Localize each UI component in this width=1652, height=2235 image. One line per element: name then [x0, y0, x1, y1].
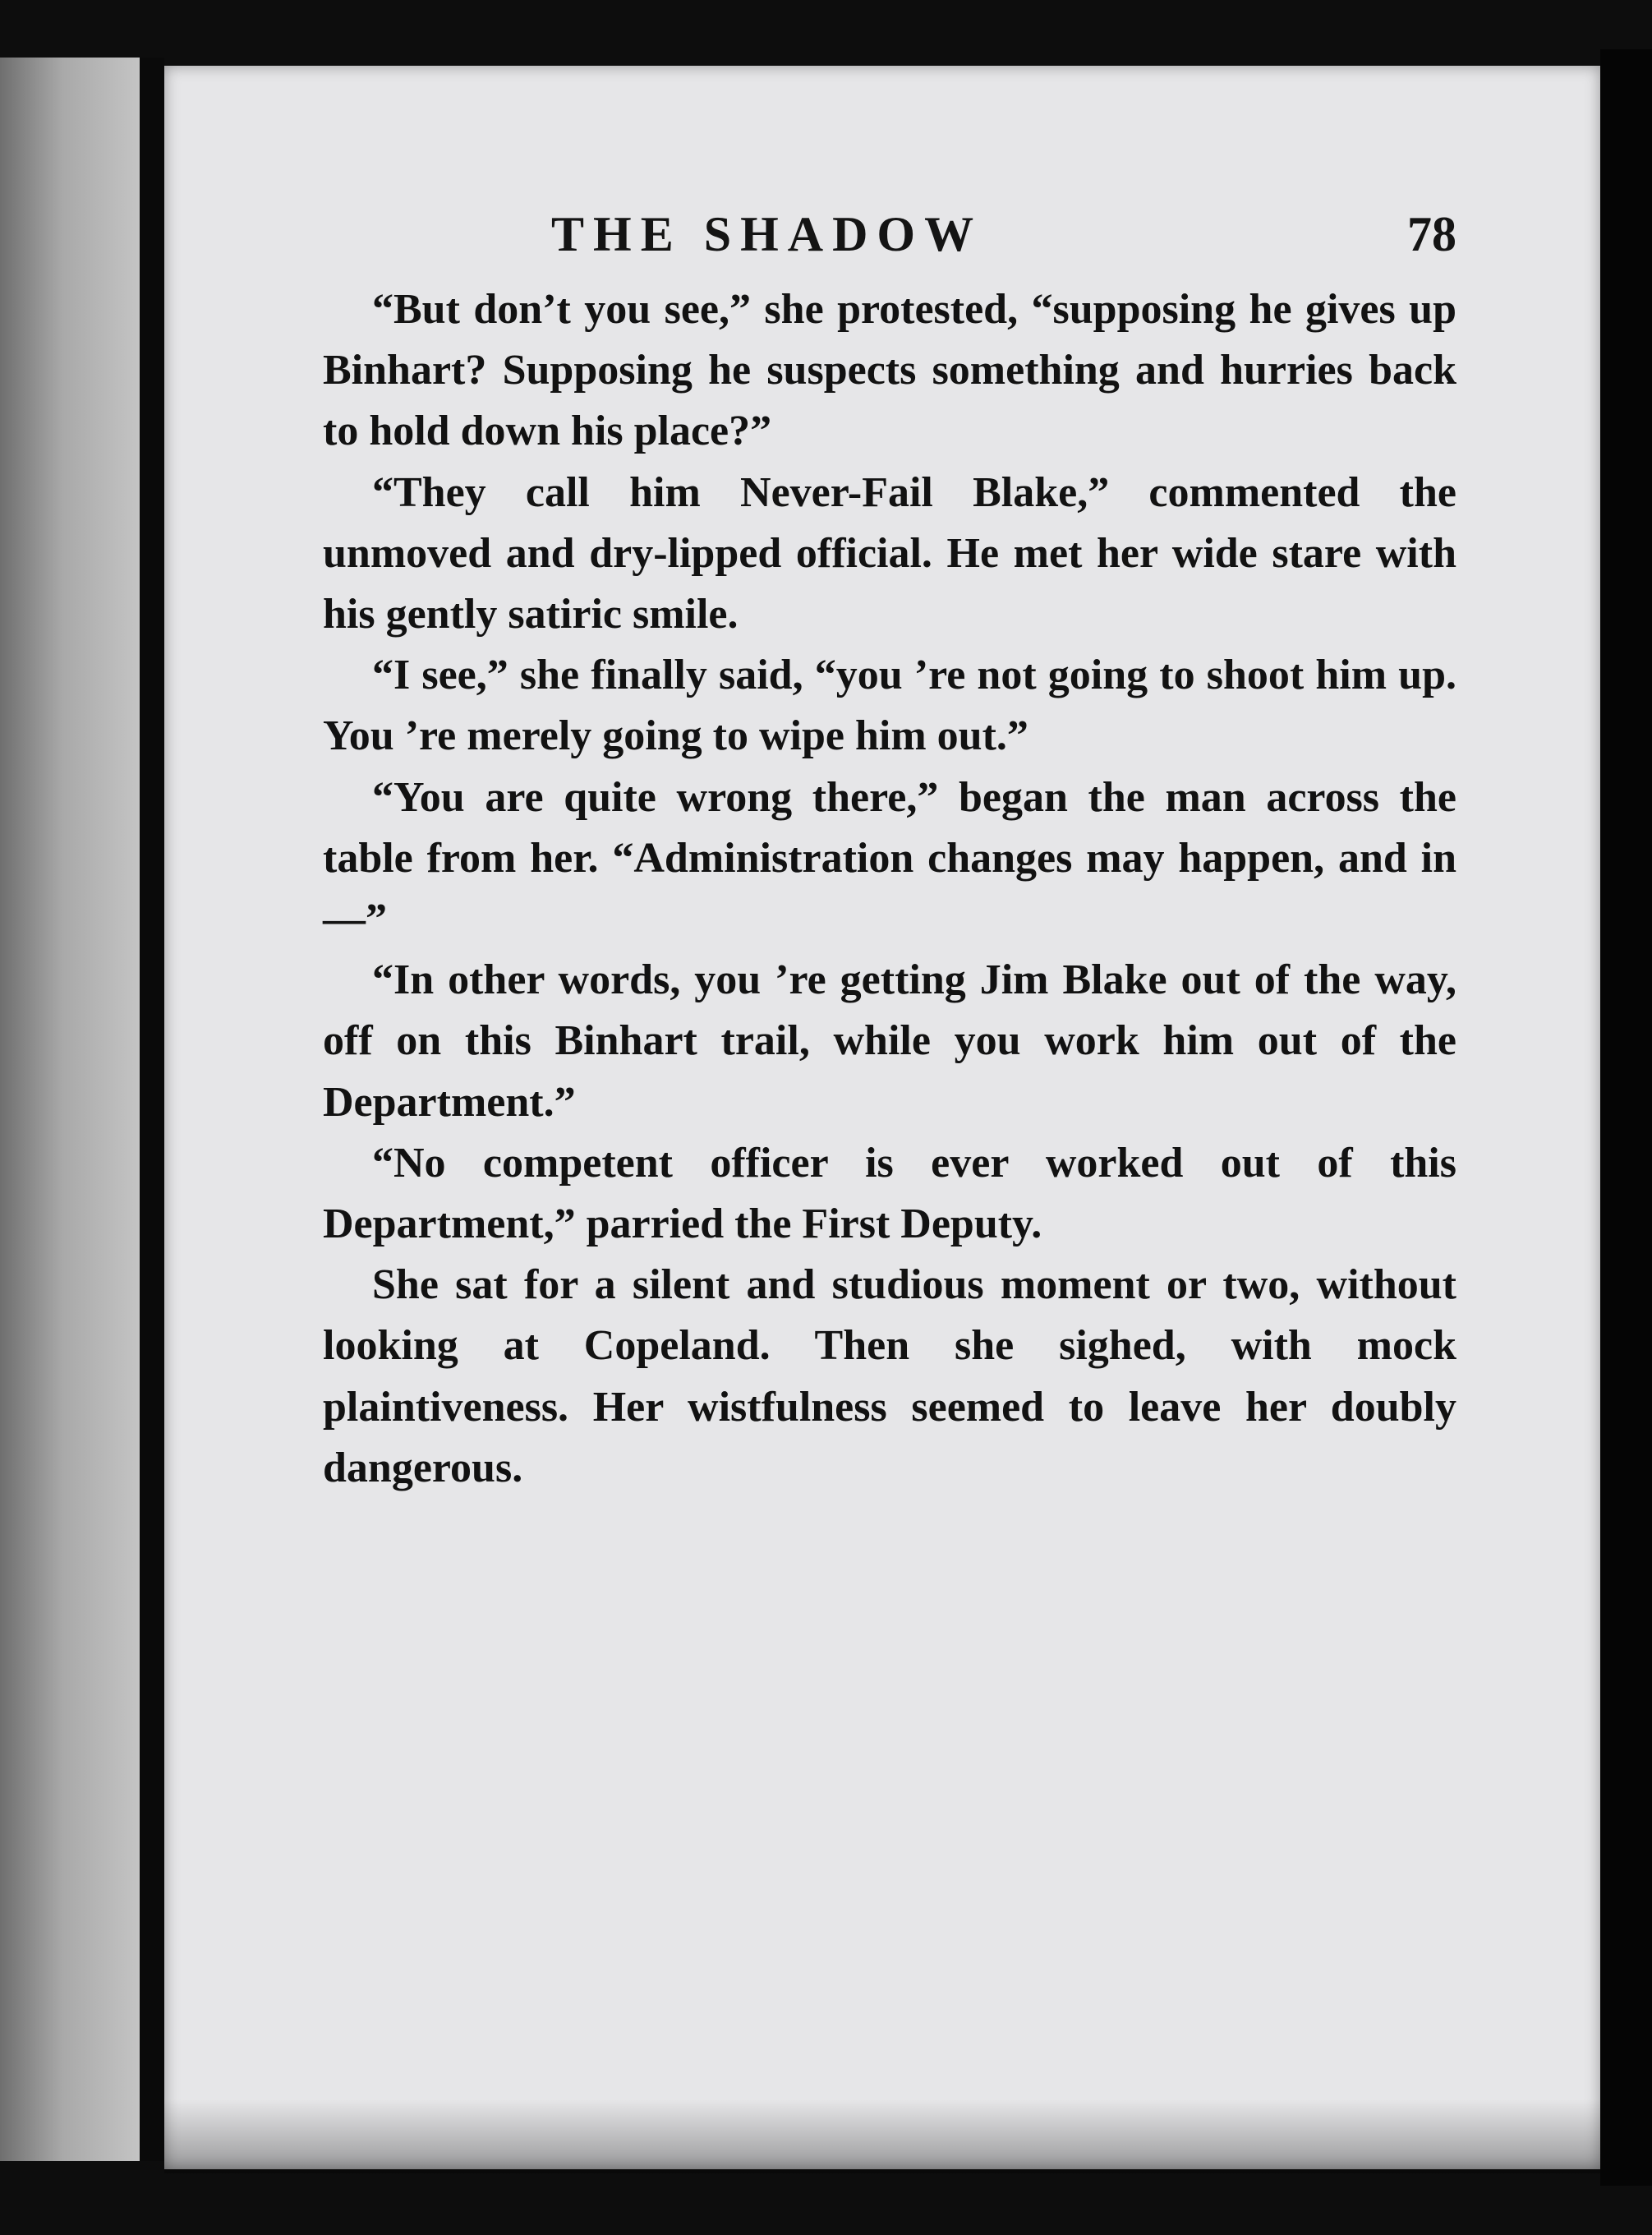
- paragraph: “I see,” she finally said, “you ’re not going to shoot him up. You ’re merely going to wipe him out.”: [323, 652, 1456, 760]
- paragraph: “But don’t you see,” she protested, “supposing he gives up Binhart? Supposing he suspects something and hurries back to hold down his place?”: [323, 286, 1456, 455]
- page-number: 78: [1407, 207, 1456, 261]
- page-bottom-shadow: [164, 2099, 1600, 2173]
- paragraph: “You are quite wrong there,” began the man across the table from her. “Administration changes may happen, and in—”: [323, 773, 1456, 943]
- running-header: [323, 201, 1456, 279]
- book-page: [164, 66, 1600, 2169]
- body-text: [323, 279, 1456, 1499]
- facing-page-edge: [0, 58, 140, 2161]
- paragraph: “No competent officer is ever worked out of this Department,” parried the First Deputy.: [323, 1139, 1456, 1248]
- running-title: THE SHADOW: [551, 207, 983, 261]
- page-content: [323, 201, 1456, 1499]
- gutter-shadow: [140, 58, 164, 2161]
- right-border: [1600, 49, 1652, 2186]
- paragraph: “They call him Never-Fail Blake,” commented the unmoved and dry-lipped official. He met her wide stare with his gently satiric smile.: [323, 468, 1456, 638]
- paragraph: “In other words, you ’re getting Jim Blake out of the way, off on this Binhart trail, while you work him out of the Department.”: [323, 956, 1456, 1126]
- paragraph: She sat for a silent and studious moment or two, without looking at Copeland. Then she sighed, with mock plaintiveness. Her wistfulness seemed to leave her doubly dangerous.: [323, 1261, 1456, 1491]
